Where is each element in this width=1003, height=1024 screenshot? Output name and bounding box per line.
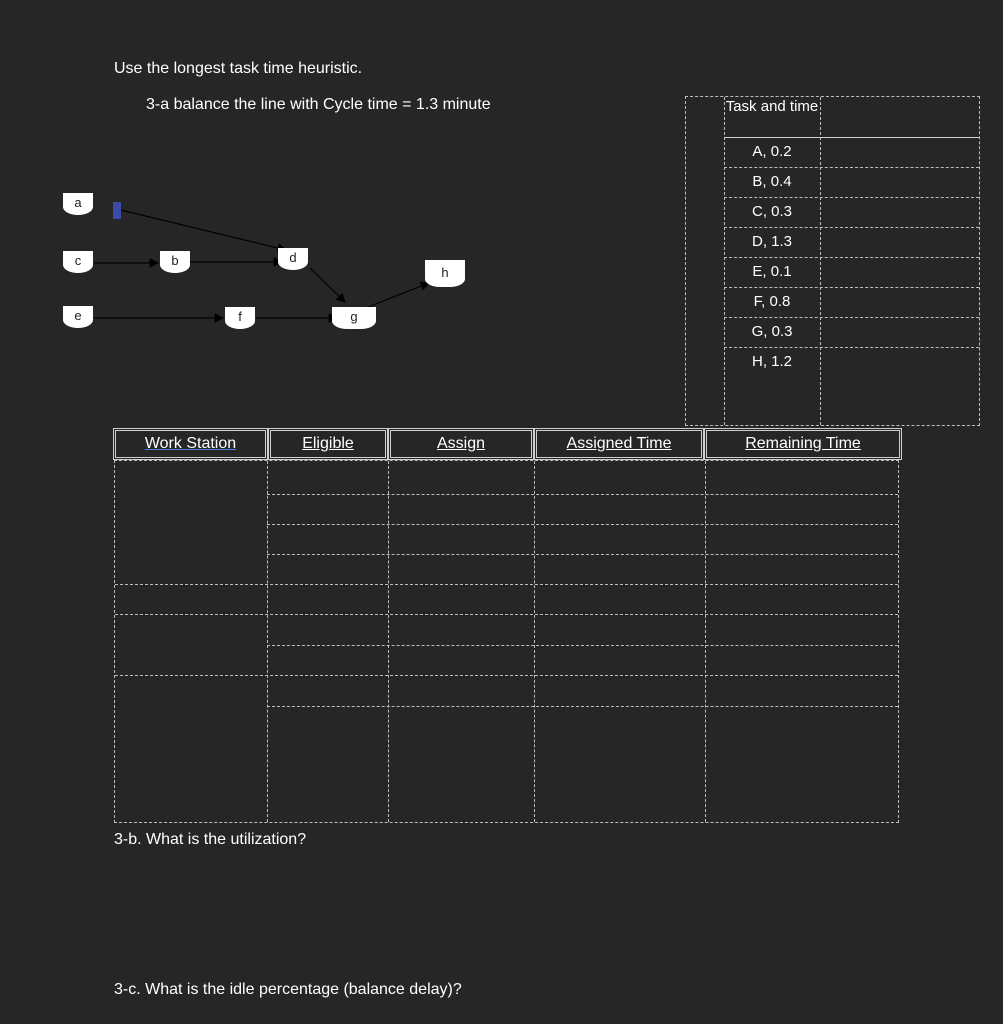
arrow-d-g: [310, 268, 345, 302]
task-b: B, 0.4: [752, 173, 792, 190]
question-3c: 3-c. What is the idle percentage (balance delay)?: [114, 981, 462, 998]
node-g: g: [332, 307, 376, 329]
task-h: H, 1.2: [751, 353, 793, 370]
work-table-header: [110, 428, 902, 460]
header-remaining-time: Remaining Time: [704, 428, 902, 460]
node-h: h: [425, 260, 465, 287]
selection-marker: [113, 202, 121, 219]
task-a: A, 0.2: [752, 143, 792, 160]
task-d: D, 1.3: [751, 233, 793, 250]
work-table-body: [114, 460, 899, 823]
task-e: E, 0.1: [752, 263, 792, 280]
arrow-a-d: [121, 210, 286, 250]
question-3b: 3-b. What is the utilization?: [114, 831, 307, 848]
task-time-table: [685, 96, 980, 426]
task-c: C, 0.3: [751, 203, 793, 220]
task-g: G, 0.3: [751, 323, 793, 340]
node-f: f: [225, 307, 255, 329]
instruction-heuristic: Use the longest task time heuristic.: [114, 60, 363, 77]
node-e: e: [63, 306, 93, 328]
task-table-header: Task and time: [725, 98, 819, 115]
header-work-station: Work Station: [113, 428, 268, 460]
node-d: d: [278, 248, 308, 270]
header-assigned-time: Assigned Time: [534, 428, 704, 460]
header-assign: Assign: [388, 428, 534, 460]
question-3a: 3-a balance the line with Cycle time = 1.3 minute: [146, 96, 491, 113]
header-eligible: Eligible: [268, 428, 388, 460]
node-c: c: [63, 251, 93, 273]
node-b: b: [160, 251, 190, 273]
arrow-g-h: [368, 283, 429, 307]
task-f: F, 0.8: [753, 293, 791, 310]
node-a: a: [63, 193, 93, 215]
